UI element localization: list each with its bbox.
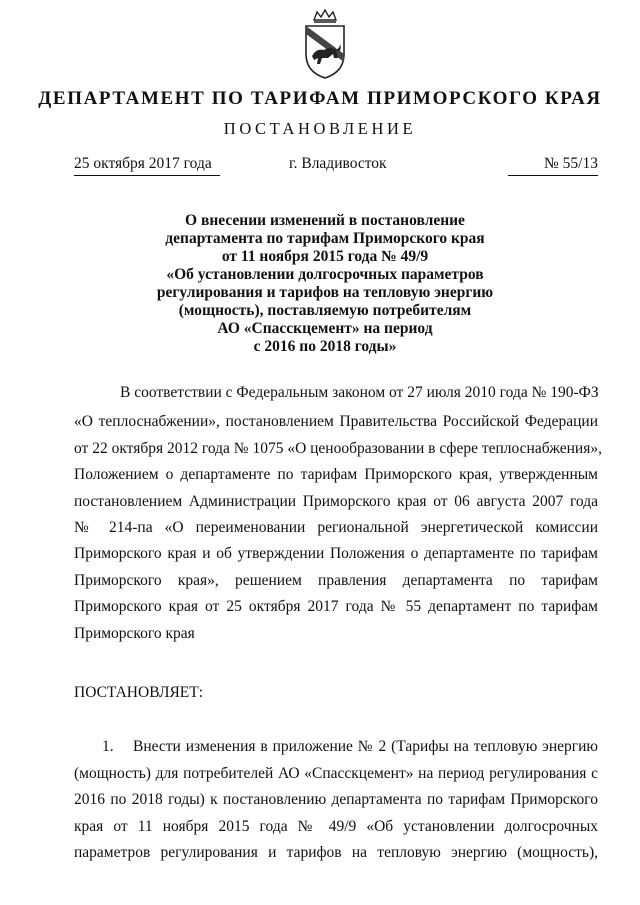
item-number: 1. (102, 738, 114, 755)
item-line: 2016 по 2018 годы) к постановлению департамента по тарифам Приморского (74, 791, 598, 808)
document-city: г. Владивосток (289, 155, 387, 172)
item-line: края от 11 ноября 2015 года № 49/9 «Об установлении долгосрочных (74, 818, 598, 835)
preamble-line: № 214-па «О переименовании региональной энергетической комиссии (74, 519, 598, 536)
document-type: ПОСТАНОВЛЕНИЕ (223, 119, 417, 138)
document-date: 25 октября 2017 года (74, 155, 220, 176)
preamble-line: Приморского края (74, 625, 195, 642)
preamble-line: «О теплоснабжении», постановлением Правительства Российской Федерации (74, 413, 598, 430)
item-line: параметров регулирования и тарифов на тепловую энергию (мощность), (74, 844, 598, 861)
resolves-heading: ПОСТАНОВЛЯЕТ: (74, 684, 204, 701)
title-line: регулирования и тарифов на тепловую энергию (156, 284, 494, 301)
item-line: Внести изменения в приложение № 2 (Тарифы на тепловую энергию (133, 738, 598, 755)
preamble-line: В соответствии с Федеральным законом от 27 июля 2010 года № 190-ФЗ (120, 384, 599, 401)
title-line: (мощность), поставляемую потребителям (178, 302, 472, 319)
title-line: О внесении изменений в постановление (185, 212, 465, 229)
department-title: ДЕПАРТАМЕНТ ПО ТАРИФАМ ПРИМОРСКОГО КРАЯ (38, 88, 602, 109)
preamble-line: постановлением Администрации Приморского края от 06 августа 2007 года (74, 493, 598, 510)
title-line: «Об установлении долгосрочных параметров (166, 266, 484, 283)
preamble-line: Положением о департаменте по тарифам Приморского края, утвержденным (74, 466, 598, 483)
title-line: департамента по тарифам Приморского края (165, 230, 485, 247)
preamble-line: от 22 октября 2012 года № 1075 «О ценообразовании в сфере теплоснабжения», (74, 440, 602, 457)
preamble-line: Приморского края», решением правления департамента по тарифам (74, 572, 598, 589)
title-line: от 11 ноября 2015 года № 49/9 (221, 248, 429, 265)
item-line: (мощность) для потребителей АО «Спасскцемент» на период регулирования с (74, 765, 598, 782)
title-line: с 2016 по 2018 годы» (253, 338, 397, 355)
title-line: АО «Спасскцемент» на период (217, 320, 433, 337)
preamble-line: Приморского края и об утверждении Положения о департаменте по тарифам (74, 545, 598, 562)
coat-of-arms-icon (300, 8, 350, 82)
document-title (120, 212, 530, 356)
preamble-line: Приморского края от 25 октября 2017 года № 55 департамент по тарифам (74, 598, 598, 615)
document-number: № 55/13 (508, 155, 598, 176)
